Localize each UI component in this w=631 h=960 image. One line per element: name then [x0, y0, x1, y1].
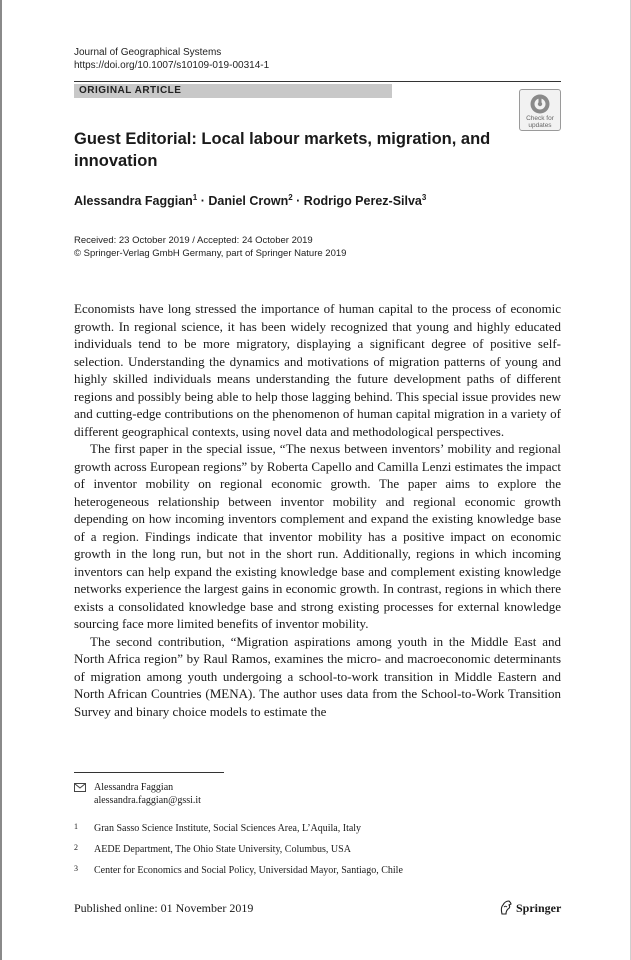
envelope-icon [74, 783, 86, 792]
contact-name: Alessandra Faggian [94, 782, 174, 793]
check-for-updates-badge[interactable] [519, 89, 561, 131]
author-affiliation-mark: 1 [192, 193, 198, 202]
author-separator: · [292, 194, 304, 209]
published-online-date: Published online: 01 November 2019 [74, 901, 254, 915]
body-paragraph: Economists have long stressed the importance of human capital to the process of economic growth. In regional science, it has been widely recognized that young and highly educated individuals tend to be more migratory, displaying a significant degree of positive self-selection. Understanding the dynamics and motivations of migration patterns of young and highly skilled individuals means understanding the future development paths of different regions and possibly being able to help those lagging behind. This special issue provides new and cutting-edge contributions on the phenomenon of human capital migration in a variety of different geographical contexts, using novel data and methodological perspectives. [74, 301, 561, 439]
affiliation-number: 2 [74, 843, 78, 852]
author-name[interactable]: Daniel Crown [208, 194, 289, 209]
footnote-rule [74, 772, 224, 773]
badge-line-2: updates [528, 122, 552, 129]
copyright-line: © Springer-Verlag GmbH Germany, part of Springer Nature 2019 [74, 248, 347, 259]
publisher-name: Springer [516, 901, 562, 915]
affiliation-text: Gran Sasso Science Institute, Social Sciences Area, L’Aquila, Italy [94, 823, 362, 834]
article-body [74, 300, 561, 720]
author-separator: · [197, 194, 209, 209]
contact-email[interactable]: alessandra.faggian@gssi.it [94, 795, 201, 806]
journal-header [74, 46, 269, 72]
journal-name: Journal of Geographical Systems [74, 47, 222, 58]
received-accepted-dates: Received: 23 October 2019 / Accepted: 24 October 2019 [74, 235, 313, 246]
affiliation-number: 3 [74, 864, 78, 873]
doi-link[interactable]: https://doi.org/10.1007/s10109-019-00314-1 [74, 60, 270, 71]
affiliation-number: 1 [74, 822, 78, 831]
author-name[interactable]: Rodrigo Perez-Silva [303, 194, 422, 209]
check-for-updates-icon [529, 93, 551, 115]
affiliation-text: AEDE Department, The Ohio State University, Columbus, USA [94, 844, 351, 855]
article-title: Guest Editorial: Local labour markets, migration, and innovation [74, 130, 491, 170]
body-paragraph: The first paper in the special issue, “The nexus between inventors’ mobility and regional growth across European regions” by Roberta Capello and Camilla Lenzi estimates the impact of inventor mobility on regional economic growth. The paper aims to explore the heterogeneous relationship between inventor mobility and regional economic growth depending on how incoming inventors complement and expand the existing knowledge base of a region. Findings indicate that inventor mobility has a positive impact on economic growth in the long run, but not in the short run. Additionally, regions in which incoming inventors can help expand the existing knowledge base and complement existing knowledge networks experience the largest gains in economic growth. In contrast, regions in which there exists a consolidated knowledge base and strong existing processes for external knowledge sourcing face more limited benefits of inventor mobility. [74, 441, 561, 631]
article-type-label: ORIGINAL ARTICLE [74, 84, 392, 98]
springer-horse-icon [499, 900, 513, 915]
author-affiliation-mark: 3 [421, 193, 427, 202]
affiliation-text: Center for Economics and Social Policy, Universidad Mayor, Santiago, Chile [94, 865, 403, 876]
badge-line-1: Check for [526, 115, 554, 122]
article-dates [74, 234, 346, 260]
author-list [74, 193, 426, 208]
body-paragraph: The second contribution, “Migration aspirations among youth in the Middle East and North Africa region” by Raul Ramos, examines the micro- and macroeconomic determinants of migration among youth undergoing a school-to-work transition in Middle Eastern and North African Countries (MENA). The author uses data from the School-to-Work Transition Survey and binary choice models to estimate the [74, 633, 561, 719]
header-rule [74, 81, 561, 82]
page-left-edge [0, 0, 2, 960]
author-name[interactable]: Alessandra Faggian [74, 194, 193, 209]
author-affiliation-mark: 2 [288, 193, 293, 202]
